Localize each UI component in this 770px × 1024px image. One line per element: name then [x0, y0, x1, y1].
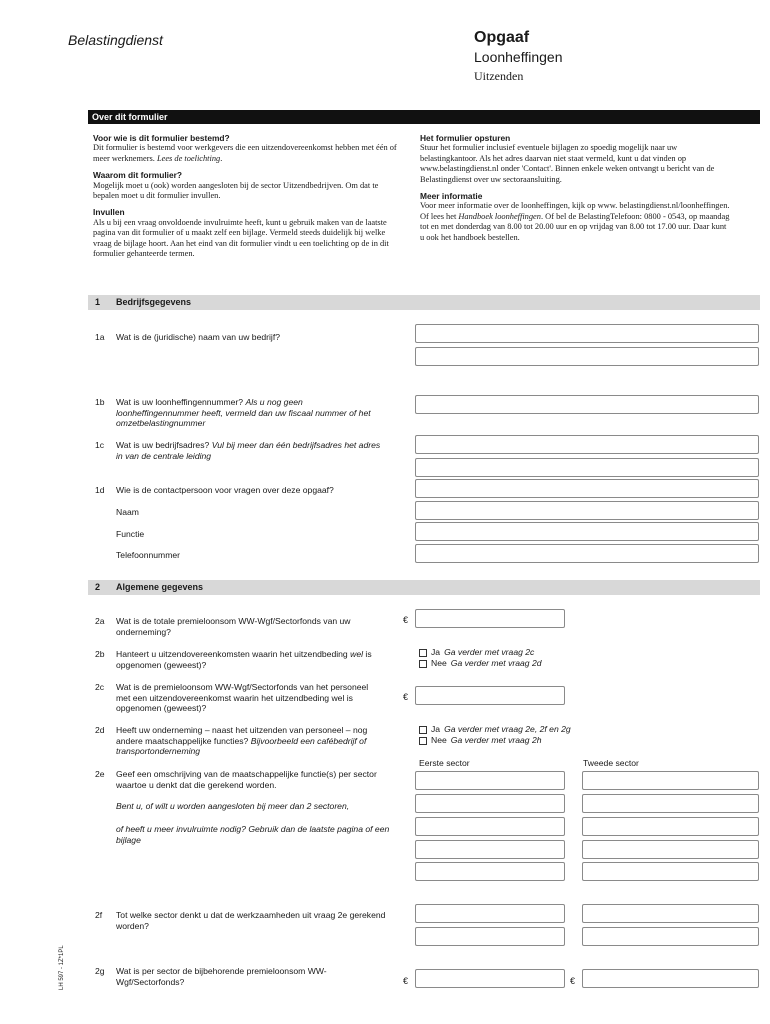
q2b-main-1: Hanteert u uitzendovereenkomsten waarin het uitzendbeding	[116, 649, 348, 659]
section-1-title: Bedrijfsgegevens	[116, 297, 192, 307]
section-2-bar	[88, 580, 760, 595]
q2d-nee-checkbox[interactable]	[419, 737, 427, 745]
q1a-input-2[interactable]	[415, 347, 759, 366]
q2e-sector2-input-1[interactable]	[582, 771, 759, 790]
more-text-2: . Of bel de BelastingTelefoon: 0800 - 0543, op maandag tot en met donderdag van 8.00 tot 20.00 uur en op vrijdag van 8.00 tot 17.00 uur. Daar kunt u ook het handboek bestellen.	[420, 211, 730, 242]
q1b-number: 1b	[95, 397, 105, 407]
q2d-hint: Bijvoorbeeld een cafébedrijf of transportonderneming	[116, 735, 367, 757]
organization-name: Belastingdienst	[68, 32, 163, 48]
telefoon-input[interactable]	[415, 544, 759, 563]
q2c-text: Wat is de premieloonsom WW-Wgf/Sectorfonds van het personeel met een uitzendovereenkomst waarin het uitzendbeding wel is opgenomen (geweest)?	[116, 682, 369, 714]
q2e-sector2-input-5[interactable]	[582, 862, 759, 881]
functie-label: Functie	[116, 529, 145, 539]
q2a-input[interactable]	[415, 609, 565, 628]
q2e-hint-1-text: Bent u, of wilt u worden aangesloten bij meer dan 2 sectoren,	[116, 801, 350, 811]
who-text: Dit formulier is bestemd voor werkgevers die een uitzendovereenkomst hebben met één of meer werknemers.	[93, 143, 397, 163]
fill-heading: Invullen	[93, 207, 125, 218]
q2a-currency: €	[403, 615, 409, 625]
q2d-ja-checkbox[interactable]	[419, 726, 427, 734]
send-heading: Het formulier opsturen	[420, 133, 511, 143]
form-subtitle: Loonheffingen	[474, 49, 563, 65]
functie-input[interactable]	[415, 522, 759, 541]
q2e-sector1-input-3[interactable]	[415, 817, 565, 836]
q2b-ja-checkbox[interactable]	[419, 649, 427, 657]
q2g-sector1-input[interactable]	[415, 969, 565, 988]
q1b-main: Wat is uw loonheffingennummer?	[116, 397, 244, 407]
q2e-sector1-input-4[interactable]	[415, 840, 565, 859]
about-left-column: Voor wie is dit formulier bestemd? Dit formulier is bestemd voor werkgevers die een uitzendovereenkomst hebben met één of meer werknemers. Lees de toelichting. Waarom dit formulier? Mogelijk moet u (ook) worden aangesloten bij de sector Uitzendbedrijven. Om dat te bepalen moet u dit formulier invullen. Invullen Als u bij een vraag onvoldoende invulruimte heeft, kunt u gebruik maken van de laatste pagina van dit formulier of u maakt zelf een bijlage. Vermeld steeds duidelijk bij welke vraag de bijlage hoort. Aan het eind van dit formulier vindt u een toelichting op de in dit formulier gehanteerde termen.	[93, 133, 399, 265]
q1c-hint: Vul bij meer dan één bedrijfsadres het adres in van de centrale leiding	[116, 440, 381, 461]
q1c-number: 1c	[95, 440, 105, 450]
q2b-nee-option[interactable]	[419, 658, 542, 669]
first-sector-label: Eerste sector	[419, 758, 470, 768]
q2b-ja-option[interactable]	[419, 647, 534, 658]
why-heading: Waarom dit formulier?	[93, 170, 183, 181]
q2e-hint-1	[116, 801, 396, 812]
who-heading: Voor wie is dit formulier bestemd?	[93, 133, 230, 143]
q2d-number: 2d	[95, 725, 105, 735]
section-2-title: Algemene gegevens	[116, 582, 204, 592]
q2g-number: 2g	[95, 966, 105, 976]
q1a-number: 1a	[95, 332, 105, 342]
q2d-nee-hint: Ga verder met vraag 2h	[450, 735, 542, 745]
section-1-bar	[88, 295, 760, 310]
q2f-sector2-input-2[interactable]	[582, 927, 759, 946]
q1b-hint: Als u nog geen loonheffingennummer heeft, vermeld dan uw fiscaal nummer of het omzetbelastingnummer	[116, 397, 371, 429]
q1a-text: Wat is de (juridische) naam van uw bedrijf?	[116, 332, 280, 342]
q2e-hint-2-text: of heeft u meer invulruimte nodig? Gebruik dan de laatste pagina of een bijlage	[116, 824, 390, 845]
q2e-sector2-input-2[interactable]	[582, 794, 759, 813]
q2b-main-2: is opgenomen (geweest)?	[116, 649, 372, 670]
q1c-input-1[interactable]	[415, 435, 759, 454]
section-1-number: 1	[95, 297, 101, 307]
q1b-text	[116, 397, 388, 429]
q2b-ja-label: Ja	[431, 647, 441, 657]
q2g-sector2-currency: €	[570, 976, 576, 986]
form-title: Opgaaf	[474, 29, 530, 46]
fill-text: Als u bij een vraag onvoldoende invulruimte heeft, kunt u gebruik maken van de laatste pagina van dit formulier of u maakt zelf een bijlage. Vermeld steeds duidelijk bij welke vraag de bijlage hoort. Aan het eind van dit formulier vindt u een toelichting op de in dit formulier gehanteerde termen.	[93, 217, 389, 259]
q2e-hint-2	[116, 824, 396, 845]
q2c-input[interactable]	[415, 686, 565, 705]
q2c-number: 2c	[95, 682, 105, 692]
q2g-sector1-currency: €	[403, 976, 409, 986]
q2f-sector1-input-1[interactable]	[415, 904, 565, 923]
handbook-link[interactable]: Handboek loonheffingen	[458, 211, 541, 221]
q2f-sector1-input-2[interactable]	[415, 927, 565, 946]
q2b-number: 2b	[95, 649, 105, 659]
q2e-sector1-input-2[interactable]	[415, 794, 565, 813]
q2b-nee-hint: Ga verder met vraag 2d	[450, 658, 542, 668]
q2e-sector1-input-1[interactable]	[415, 771, 565, 790]
second-sector-label: Tweede sector	[583, 758, 639, 768]
q2e-number: 2e	[95, 769, 105, 779]
q2f-text: Tot welke sector denkt u dat de werkzaamheden uit vraag 2e gerekend worden?	[116, 910, 386, 931]
section-2-number: 2	[95, 582, 101, 592]
q2d-text	[116, 725, 391, 757]
q2b-text	[116, 649, 391, 670]
q1c-main: Wat is uw bedrijfsadres?	[116, 440, 210, 450]
about-right-column	[420, 133, 732, 249]
q2f-sector2-input-1[interactable]	[582, 904, 759, 923]
q2b-nee-checkbox[interactable]	[419, 660, 427, 668]
naam-input[interactable]	[415, 501, 759, 520]
q2d-ja-hint: Ga verder met vraag 2e, 2f en 2g	[444, 724, 571, 734]
form-subtitle-2: Uitzenden	[474, 69, 524, 83]
q2e-sector1-input-5[interactable]	[415, 862, 565, 881]
q2a-number: 2a	[95, 616, 105, 626]
q1d-number: 1d	[95, 485, 105, 495]
why-text: Mogelijk moet u (ook) worden aangesloten bij de sector Uitzendbedrijven. Om dat te bepalen moet u dit formulier invullen.	[93, 180, 379, 201]
q2e-sector2-input-4[interactable]	[582, 840, 759, 859]
q2a-text: Wat is de totale premieloonsom WW-Wgf/Sectorfonds van uw onderneming?	[116, 616, 351, 637]
q2d-ja-label: Ja	[431, 724, 441, 734]
q2e-text: Geef een omschrijving van de maatschappelijke functie(s) per sector waartoe u denkt dat die gerekend worden.	[116, 769, 377, 790]
more-heading: Meer informatie	[420, 191, 483, 202]
who-link[interactable]: Lees de toelichting	[156, 153, 221, 163]
q2b-wel: wel	[350, 649, 364, 659]
q2c-currency: €	[403, 692, 409, 702]
more-text-1: Voor meer informatie over de loonheffingen, kijk op www. belastingdienst.nl/loonheffingen. Of lees het	[420, 201, 730, 221]
q1a-input-1[interactable]	[415, 324, 759, 343]
q2d-nee-label: Nee	[431, 735, 447, 745]
q2e-sector2-input-3[interactable]	[582, 817, 759, 836]
q2b-ja-hint: Ga verder met vraag 2c	[444, 647, 535, 657]
q2f-number: 2f	[95, 910, 103, 920]
naam-label: Naam	[116, 507, 139, 517]
telefoon-label: Telefoonnummer	[116, 550, 181, 560]
q1d-text: Wie is de contactpersoon voor vragen over deze opgaaf?	[116, 485, 334, 495]
q2d-nee-option[interactable]	[419, 735, 542, 746]
q1c-input-2[interactable]	[415, 458, 759, 477]
about-bar: Over dit formulier	[88, 110, 760, 124]
q1c-text	[116, 440, 388, 461]
form-code: LH 597 - 1Z*1PL	[59, 945, 65, 990]
q2b-nee-label: Nee	[431, 658, 447, 668]
q2g-sector2-input[interactable]	[582, 969, 759, 988]
q2g-text: Wat is per sector de bijbehorende premieloonsom WW-Wgf/Sectorfonds?	[116, 966, 327, 987]
q2d-ja-option[interactable]	[419, 724, 571, 735]
send-text: Stuur het formulier inclusief eventuele bijlagen zo spoedig mogelijk naar uw belastingkantoor. Als het adres daarvan niet staat vermeld, kunt u dat vinden op www.belastingdienst.nl onder 'Contact'. Binnen enkele weken ontvangt u bericht van de Belastingdienst over uw sectoraansluiting.	[420, 143, 715, 184]
q1d-input[interactable]	[415, 479, 759, 498]
q1b-input[interactable]	[415, 395, 759, 414]
q2d-main: Heeft uw onderneming – naast het uitzenden van personeel – nog andere maatschappelijke functies?	[116, 725, 368, 746]
